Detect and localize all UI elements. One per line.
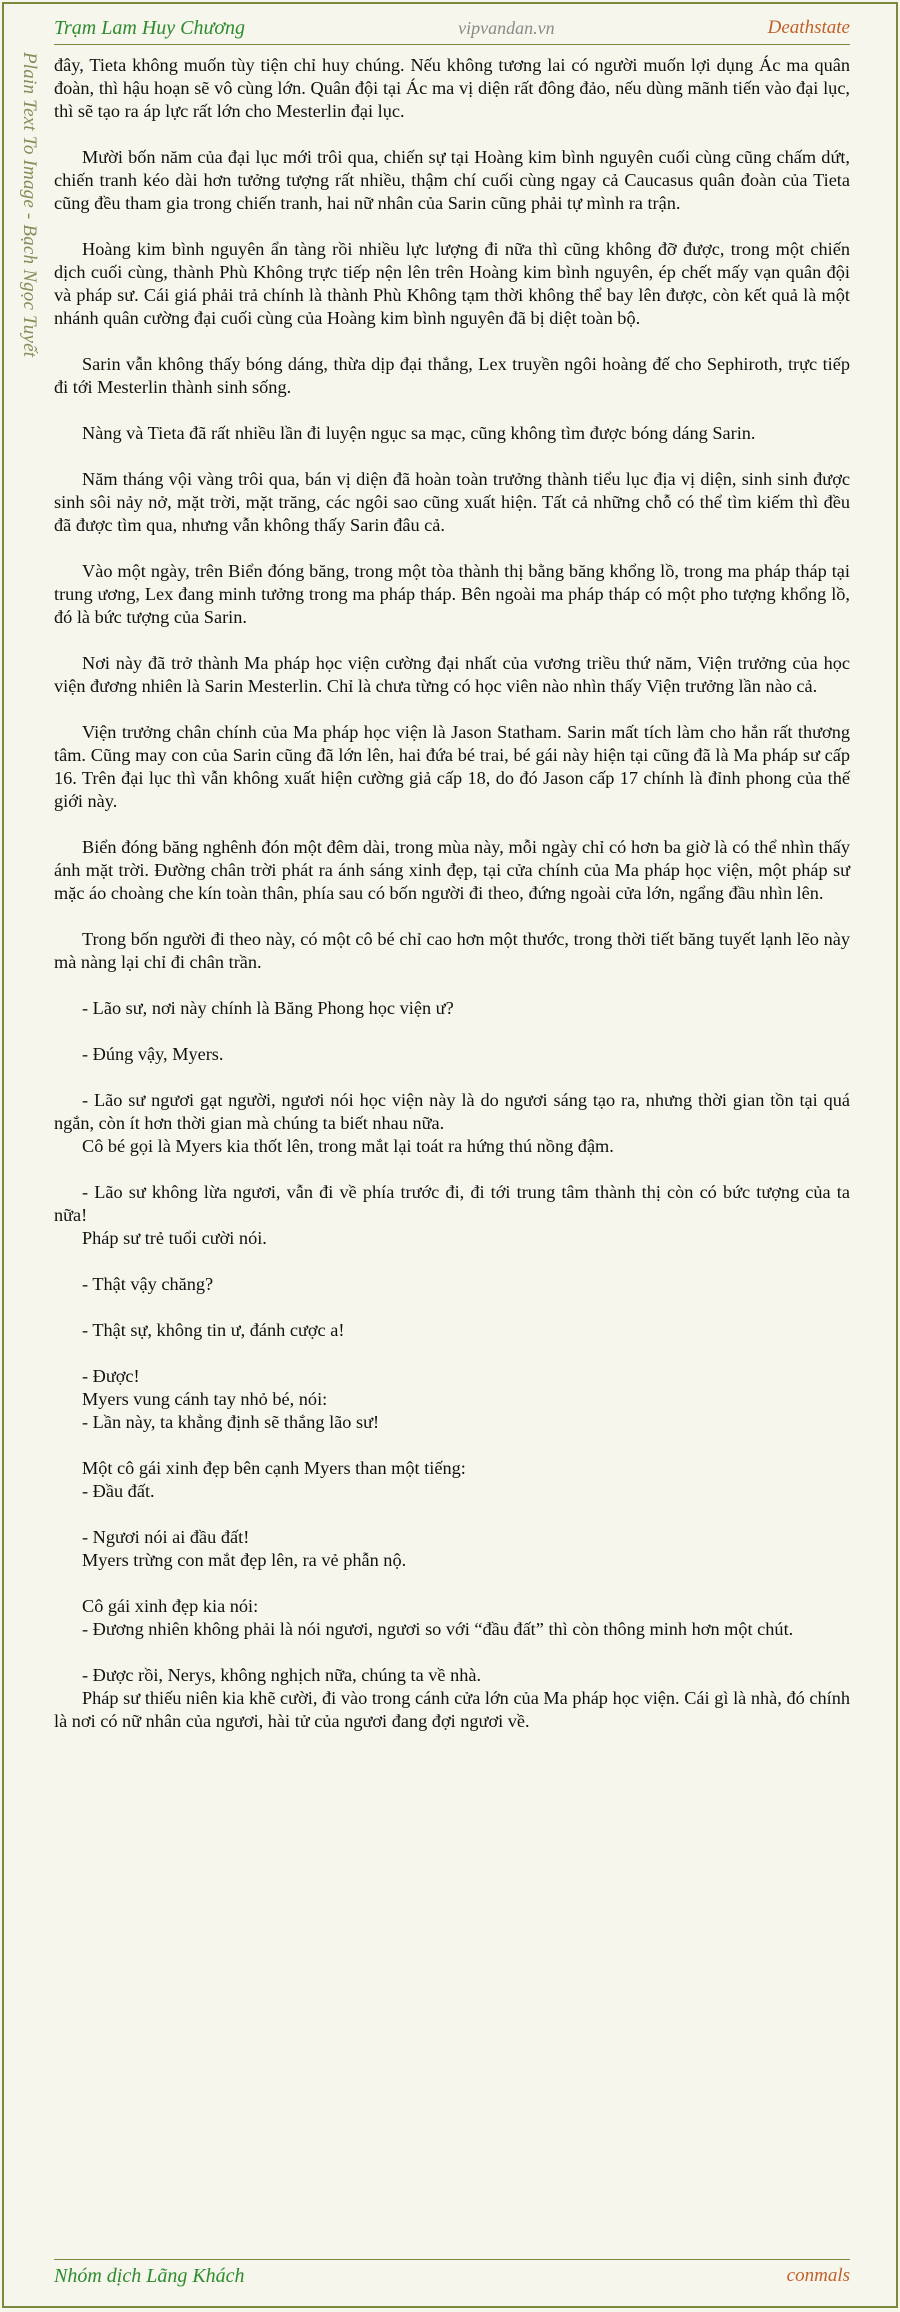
dialogue-line: - Lão sư ngươi gạt người, ngươi nói học viện này là do ngươi sáng tạo ra, nhưng thời gian tồn tại quá ngắn, còn ít hơn thời gian mà chúng ta biết nhau nữa. xyxy=(54,1090,850,1133)
dialogue-line: - Đúng vậy, Myers. xyxy=(82,1044,224,1064)
page-header xyxy=(54,12,850,45)
paragraph: Myers trừng con mắt đẹp lên, ra vẻ phẫn nộ. xyxy=(82,1550,407,1570)
text-body xyxy=(54,54,850,1733)
paragraph: Pháp sư thiếu niên kia khẽ cười, đi vào trong cánh cửa lớn của Ma pháp học viện. Cái gì là nhà, đó chính là nơi có nữ nhân của ngươi, hài tử của ngươi đang đợi ngươi về. xyxy=(54,1688,850,1731)
paragraph: đây, Tieta không muốn tùy tiện chỉ huy chúng. Nếu không tương lai có người muốn lợi dụng Ác ma quân đoàn, thì hậu hoạn sẽ vô cùng lớn. Quân đội tại Ác ma vị diện rất đông đảo, nếu dùng mãnh tiến vào đại lục, thì sẽ tạo ra áp lực rất lớn cho Mesterlin đại lục. xyxy=(54,55,850,121)
dialogue-line: - Ngươi nói ai đầu đất! xyxy=(82,1527,250,1547)
dialogue-line: - Lão sư không lừa ngươi, vẫn đi về phía trước đi, đi tới trung tâm thành thị còn có bức tượng của ta nữa! xyxy=(54,1182,850,1225)
paragraph: Viện trưởng chân chính của Ma pháp học viện là Jason Statham. Sarin mất tích làm cho hắn rất thương tâm. Cũng may con của Sarin cũng đã lớn lên, hai đứa bé trai, bé gái này hiện tại cũng đã là Ma pháp sư cấp 16. Trên đại lục thì vẫn không xuất hiện cường giả cấp 18, do đó Jason cấp 17 chính là đỉnh phong của thế giới này. xyxy=(54,722,850,811)
paragraph: Trong bốn người đi theo này, có một cô bé chỉ cao hơn một thước, trong thời tiết băng tuyết lạnh lẽo này mà nàng lại chỉ đi chân trần. xyxy=(54,929,850,972)
paragraph: Vào một ngày, trên Biển đóng băng, trong một tòa thành thị bằng băng khổng lồ, trong ma pháp tháp tại trung ương, Lex đang minh tưởng trong ma pháp tháp. Bên ngoài ma pháp tháp có một pho tượng khổng lồ, đó là bức tượng của Sarin. xyxy=(54,561,850,627)
paragraph: Nơi này đã trở thành Ma pháp học viện cường đại nhất của vương triều thứ năm, Viện trưởng của học viện đương nhiên là Sarin Mesterlin. Chỉ là chưa từng có học viên nào nhìn thấy Viện trưởng lần nào cả. xyxy=(54,653,850,696)
paragraph: Sarin vẫn không thấy bóng dáng, thừa dịp đại thắng, Lex truyền ngôi hoàng đế cho Sephiroth, trực tiếp đi tới Mesterlin thành sinh sống. xyxy=(54,354,850,397)
paragraph: Hoàng kim bình nguyên ẩn tàng rồi nhiều lực lượng đi nữa thì cũng không đỡ được, trong một chiến dịch cuối cùng, thành Phù Không trực tiếp nện lên trên Hoàng kim bình nguyên, ép chết mấy vạn quân đội và pháp sư. Cái giá phải trả chính là thành Phù Không tạm thời không thể bay lên được, còn kết quả là một nhánh quân cường đại cuối cùng của Hoàng kim bình nguyên đã bị diệt toàn bộ. xyxy=(54,239,850,328)
paragraph: Năm tháng vội vàng trôi qua, bán vị diện đã hoàn toàn trưởng thành tiểu lục địa vị diện, sinh sinh được sinh sôi nảy nở, mặt trời, mặt trăng, các ngôi sao cũng xuất hiện. Tất cả những chỗ có thể tìm kiếm thì đều đã được tìm qua, nhưng vẫn không thấy Sarin đâu cả. xyxy=(54,469,850,535)
paragraph: Pháp sư trẻ tuổi cười nói. xyxy=(82,1228,267,1248)
dialogue-line: - Được rồi, Nerys, không nghịch nữa, chúng ta về nhà. xyxy=(82,1665,482,1685)
paragraph: Một cô gái xinh đẹp bên cạnh Myers than một tiếng: xyxy=(82,1458,466,1478)
header-site-text: vipvandan.vn xyxy=(458,17,555,38)
dialogue-line: - Đầu đất. xyxy=(82,1481,155,1501)
header-left-text: Trạm Lam Huy Chương xyxy=(54,16,246,39)
dialogue-line: - Đương nhiên không phải là nói ngươi, ngươi so với “đầu đất” thì còn thông minh hơn một chút. xyxy=(82,1619,794,1639)
dialogue-line: - Thật vậy chăng? xyxy=(82,1274,214,1294)
paragraph: Biển đóng băng nghênh đón một đêm dài, trong mùa này, mỗi ngày chỉ có hơn ba giờ là có thể nhìn thấy ánh mặt trời. Đường chân trời phát ra ánh sáng xinh đẹp, tại cửa chính của Ma pháp học viện, một pháp sư mặc áo choàng che kín toàn thân, phía sau có bốn người đi theo, đứng ngoài cửa lớn, ngẩng đầu nhìn lên. xyxy=(54,837,850,903)
footer-left-text: Nhóm dịch Lãng Khách xyxy=(54,2264,245,2287)
header-right-text: Deathstate xyxy=(767,17,850,38)
page xyxy=(2,2,898,2308)
dialogue-line: - Lần này, ta khẳng định sẽ thắng lão sư! xyxy=(82,1412,380,1432)
paragraph: Nàng và Tieta đã rất nhiều lần đi luyện ngục sa mạc, cũng không tìm được bóng dáng Sarin. xyxy=(82,423,756,443)
footer-right-text: conmals xyxy=(786,2265,850,2286)
dialogue-line: - Được! xyxy=(82,1366,140,1386)
paragraph: Cô bé gọi là Myers kia thốt lên, trong mắt lại toát ra hứng thú nồng đậm. xyxy=(82,1136,614,1156)
dialogue-line: - Thật sự, không tin ư, đánh cược a! xyxy=(82,1320,345,1340)
paragraph: Myers vung cánh tay nhỏ bé, nói: xyxy=(82,1389,328,1409)
dialogue-line: - Lão sư, nơi này chính là Băng Phong học viện ư? xyxy=(82,998,454,1018)
paragraph: Cô gái xinh đẹp kia nói: xyxy=(82,1596,259,1616)
page-footer xyxy=(54,2259,850,2292)
paragraph: Mười bốn năm của đại lục mới trôi qua, chiến sự tại Hoàng kim bình nguyên cuối cùng cũng chấm dứt, chiến tranh kéo dài hơn tưởng tượng rất nhiều, thậm chí cuối cùng ngay cả Caucasus quân đoàn của Tieta cũng đều tham gia trong chiến tranh, hai nữ nhân của Sarin cũng phải tự mình ra trận. xyxy=(54,147,850,213)
sidebar-vertical-text: Plain Text To Image - Bạch Ngọc Tuyết xyxy=(19,52,40,358)
